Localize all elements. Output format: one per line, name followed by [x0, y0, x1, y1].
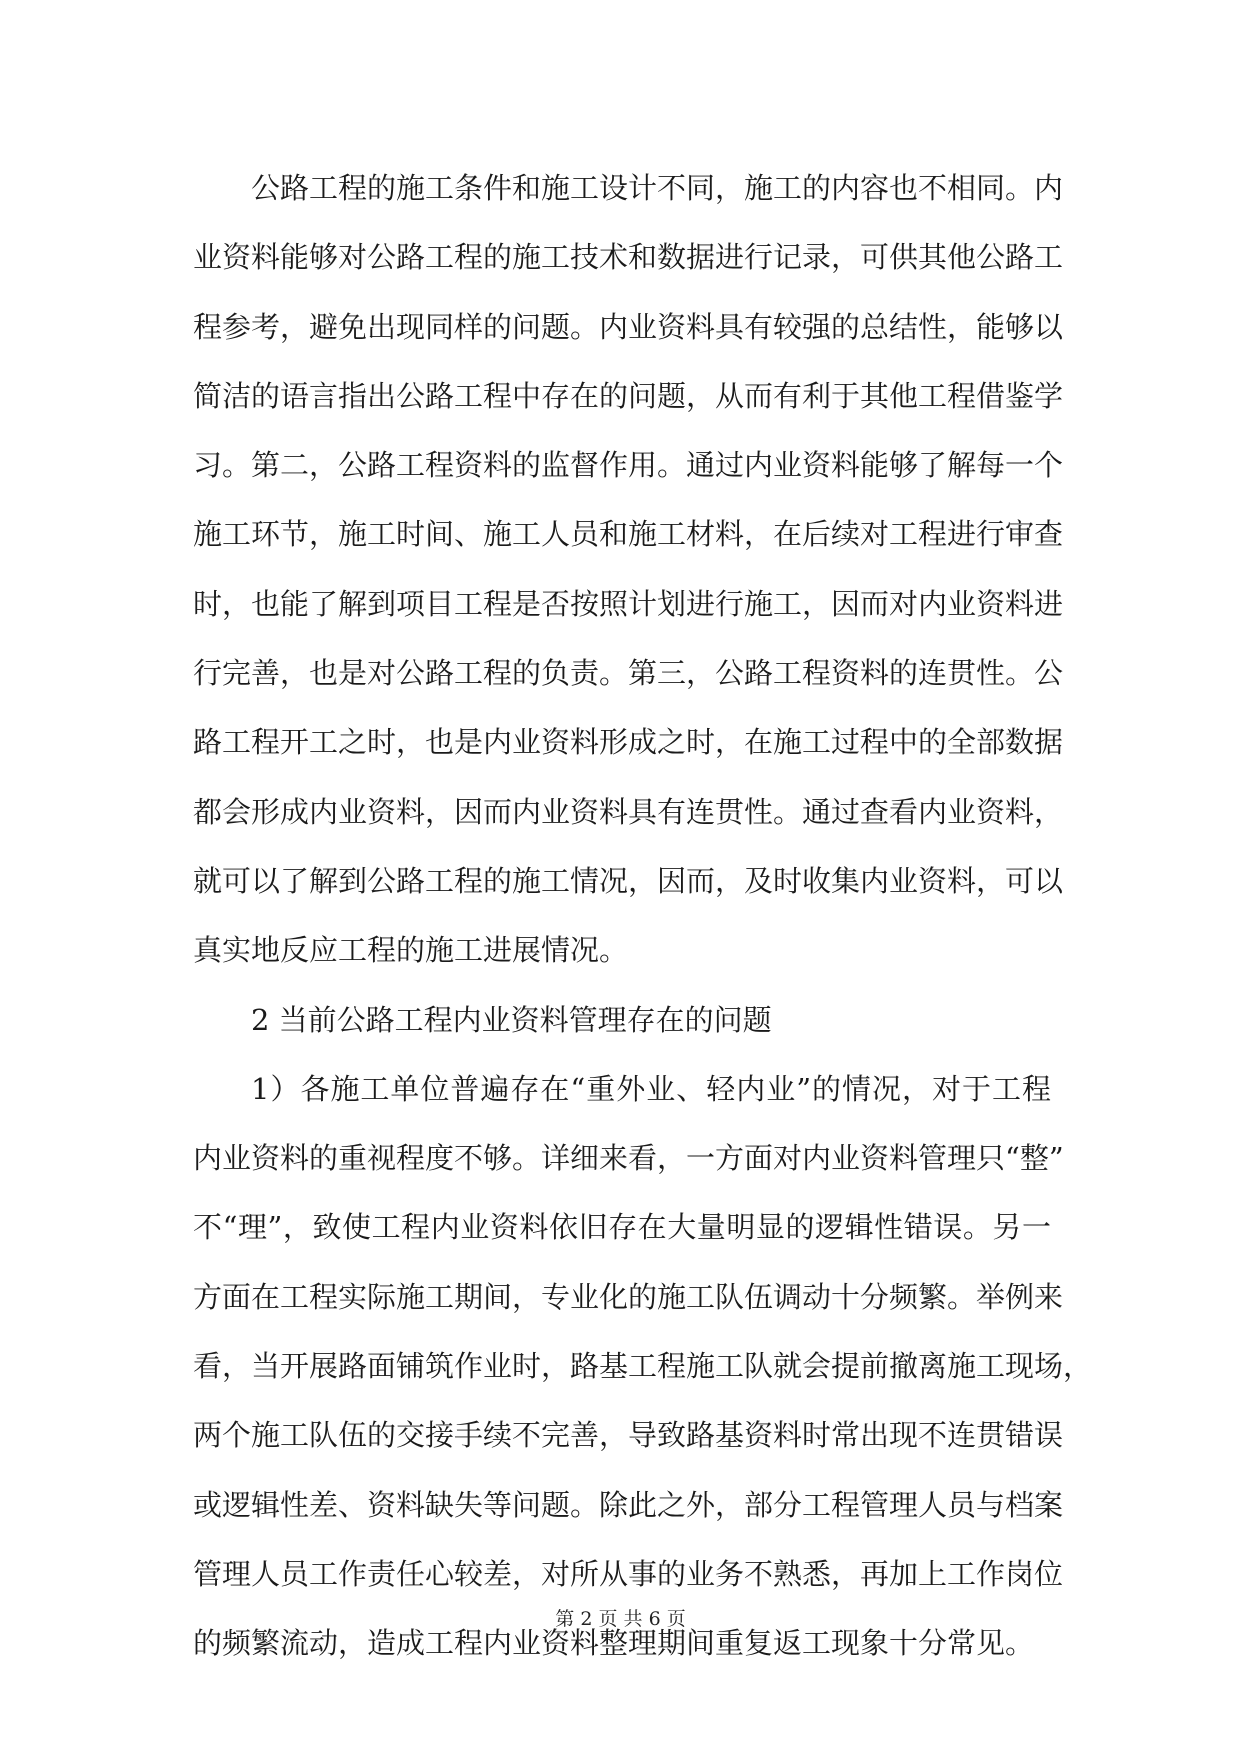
total-page-number: 6: [648, 1608, 661, 1630]
paragraph-line: 简洁的语言指出公路工程中存在的问题，从而有利于其他工程借鉴学: [193, 378, 1064, 413]
paragraph-line: 管理人员工作责任心较差，对所从事的业务不熟悉，再加上工作岗位: [193, 1556, 1064, 1591]
current-page-number: 2: [580, 1608, 593, 1630]
footer-suffix: 页: [666, 1608, 686, 1630]
paragraph-line: 或逻辑性差、资料缺失等问题。除此之外，部分工程管理人员与档案: [193, 1487, 1064, 1522]
paragraph-line: 就可以了解到公路工程的施工情况，因而，及时收集内业资料，可以: [193, 863, 1064, 898]
page-footer: [0, 1604, 1241, 1631]
paragraph-line: 公路工程的施工条件和施工设计不同，施工的内容也不相同。内: [251, 171, 1064, 205]
paragraph-line: 不“理”，致使工程内业资料依旧存在大量明显的逻辑性错误。另一: [193, 1210, 1051, 1245]
paragraph-line: 内业资料的重视程度不够。详细来看，一方面对内业资料管理只“整”: [193, 1141, 1064, 1176]
paragraph-line: 看，当开展路面铺筑作业时，路基工程施工队就会提前撤离施工现场，: [193, 1349, 1093, 1384]
paragraph-line: 的频繁流动，造成工程内业资料整理期间重复返工现象十分常见。: [193, 1626, 1035, 1661]
paragraph-line: 路工程开工之时，也是内业资料形成之时，在施工过程中的全部数据: [193, 725, 1064, 760]
body-text: [193, 154, 1093, 1679]
paragraph-line: 施工环节，施工时间、施工人员和施工材料，在后续对工程进行审查: [193, 517, 1064, 552]
paragraph-line: 1）各施工单位普遍存在“重外业、轻内业”的情况，对于工程: [251, 1071, 1051, 1106]
section-heading: 2 当前公路工程内业资料管理存在的问题: [251, 1002, 772, 1037]
paragraph-line: 业资料能够对公路工程的施工技术和数据进行记录，可供其他公路工: [193, 240, 1064, 275]
paragraph-line: 程参考，避免出现同样的问题。内业资料具有较强的总结性，能够以: [193, 309, 1064, 344]
paragraph-line: 两个施工队伍的交接手续不完善，导致路基资料时常出现不连贯错误: [193, 1418, 1064, 1453]
paragraph-line: 习。第二，公路工程资料的监督作用。通过内业资料能够了解每一个: [193, 448, 1064, 483]
paragraph-line: 行完善，也是对公路工程的负责。第三，公路工程资料的连贯性。公: [193, 656, 1064, 691]
paragraph-line: 真实地反应工程的施工进展情况。: [193, 933, 629, 968]
paragraph-line: 方面在工程实际施工期间，专业化的施工队伍调动十分频繁。举例来: [193, 1279, 1064, 1314]
footer-middle: 页 共: [598, 1608, 643, 1630]
footer-prefix: 第: [555, 1608, 575, 1630]
paragraph-line: 时，也能了解到项目工程是否按照计划进行施工，因而对内业资料进: [193, 586, 1064, 621]
paragraph-line: 都会形成内业资料，因而内业资料具有连贯性。通过查看内业资料，: [193, 794, 1064, 829]
